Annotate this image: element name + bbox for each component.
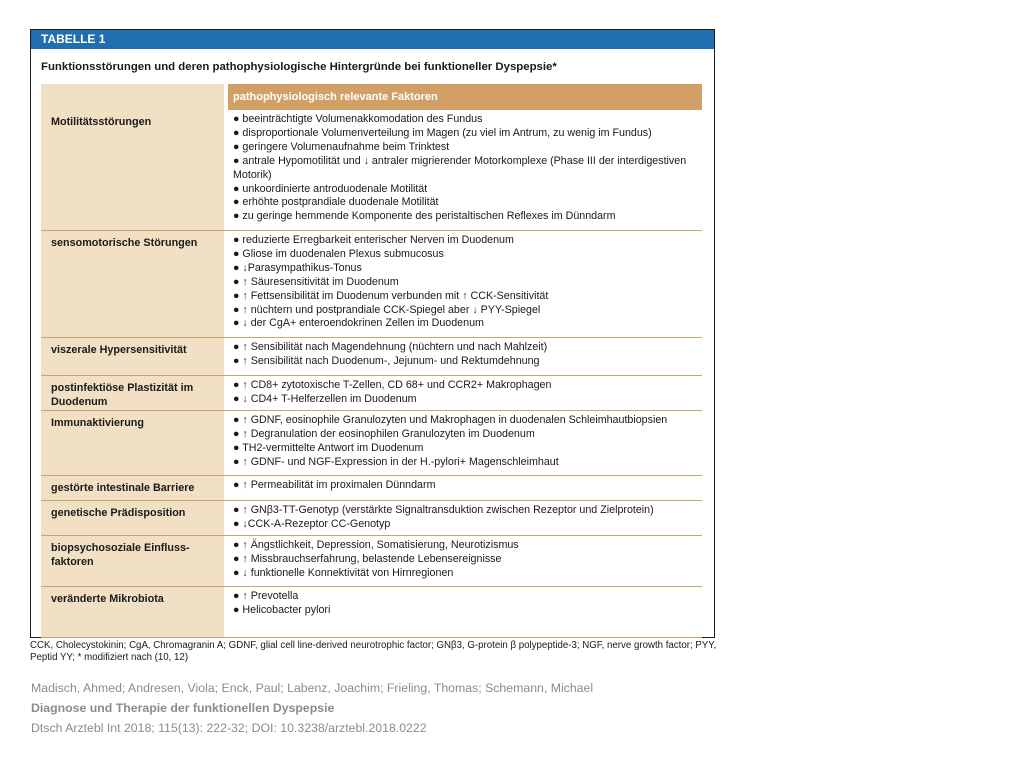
factor-item: ● ↑ GDNF- und NGF-Expression in der H.-pylori+ Magenschleimhaut: [233, 455, 559, 468]
factor-item: ● reduzierte Erregbarkeit enterischer Nerven im Duodenum: [233, 234, 514, 246]
factor-item: ● ↑ Säuresensitivität im Duodenum: [233, 275, 399, 288]
factor-item: ● ↑ GDNF, eosinophile Granulozyten und Makrophagen in duodenalen Schleimhautbiopsien: [233, 414, 668, 426]
row-category: veränderte Mikrobiota: [41, 587, 224, 637]
factor-item: ● beeinträchtigte Volumenakkomodation des Fundus: [233, 113, 483, 125]
table-frame: [30, 29, 715, 638]
factor-item: ● antrale Hypomotilität und ↓ antraler migrierender Motorkomplexe (Phase III der interdigestiven Motorik): [233, 154, 687, 181]
factor-item: ● Gliose im duodenalen Plexus submucosus: [233, 247, 444, 260]
factor-item: ● ↓ CD4+ T-Helferzellen im Duodenum: [233, 392, 417, 405]
table-body: [41, 110, 702, 638]
table-row: [41, 411, 702, 476]
factor-item: ● ↑ Prevotella: [233, 590, 299, 602]
factor-item: ● ↑ Fettsensibilität im Duodenum verbunden mit ↑ CCK-Sensitivität: [233, 289, 549, 302]
factor-item: ● ↑ Sensibilität nach Duodenum-, Jejunum- und Rektumdehnung: [233, 354, 540, 367]
citation: [31, 678, 593, 738]
citation-source: Dtsch Arztebl Int 2018; 115(13): 222-32; DOI: 10.3238/arztebl.2018.0222: [31, 721, 427, 735]
factor-item: ● ↑ Ängstlichkeit, Depression, Somatisierung, Neurotizismus: [233, 539, 519, 551]
factor-item: ● unkoordinierte antroduodenale Motilität: [233, 182, 428, 195]
citation-authors: Madisch, Ahmed; Andresen, Viola; Enck, Paul; Labenz, Joachim; Frieling, Thomas; Schemann, Michael: [31, 681, 594, 695]
table-row: [41, 231, 702, 338]
table-row: [41, 587, 702, 638]
header-factors-cell: pathophysiologisch relevante Faktoren: [228, 84, 702, 110]
factor-item: ● disproportionale Volumenverteilung im Magen (zu viel im Antrum, zu wenig im Fundus): [233, 126, 652, 139]
table-title: Funktionsstörungen und deren pathophysiologische Hintergründe bei funktioneller Dyspepsie*: [41, 61, 557, 73]
factor-item: ● ↓Parasympathikus-Tonus: [233, 261, 362, 274]
factor-item: ● ↑ Missbrauchserfahrung, belastende Lebensereignisse: [233, 552, 502, 565]
table-row: [41, 376, 702, 411]
row-factors: [228, 376, 702, 410]
row-factors: [228, 231, 702, 337]
data-table: [41, 84, 702, 638]
table-row: [41, 338, 702, 376]
row-category: Immunaktivierung: [41, 411, 224, 475]
factor-item: ● ↑ Sensibilität nach Magendehnung (nüchtern und nach Mahlzeit): [233, 341, 548, 353]
table-row: [41, 536, 702, 587]
row-category: sensomotorische Störungen: [41, 231, 224, 337]
table-row: [41, 476, 702, 501]
factor-item: ● ↑ nüchtern und postprandiale CCK-Spiegel aber ↓ PYY-Spiegel: [233, 303, 541, 316]
row-factors: [228, 110, 702, 230]
factor-item: ● ↑ GNβ3-TT-Genotyp (verstärkte Signaltransduktion zwischen Rezeptor und Zielprotein): [233, 504, 654, 516]
citation-title: Diagnose und Therapie der funktionellen Dyspepsie: [31, 701, 335, 715]
row-category: biopsychosoziale Einfluss-faktoren: [41, 536, 224, 586]
row-category: Motilitätsstörungen: [41, 110, 224, 230]
header-category-cell: [41, 84, 224, 110]
factor-item: ● ↑ Degranulation der eosinophilen Granulozyten im Duodenum: [233, 427, 535, 440]
row-factors: [228, 536, 702, 586]
table-row: [41, 110, 702, 231]
factor-item: ● geringere Volumenaufnahme beim Trinktest: [233, 140, 450, 153]
factor-item: ● ↑ CD8+ zytotoxische T-Zellen, CD 68+ und CCR2+ Makrophagen: [233, 379, 552, 391]
factor-item: ● ↓ der CgA+ enteroendokrinen Zellen im Duodenum: [233, 317, 484, 330]
row-factors: [228, 411, 702, 475]
row-category: viszerale Hypersensitivität: [41, 338, 224, 375]
row-factors: [228, 587, 702, 637]
table-label: TABELLE 1: [31, 30, 714, 49]
factor-item: ● TH2-vermittelte Antwort im Duodenum: [233, 441, 424, 454]
factor-item: ● ↓ funktionelle Konnektivität von Hirnregionen: [233, 566, 454, 579]
row-factors: [228, 501, 702, 535]
row-factors: [228, 476, 702, 500]
table-header-row: [41, 84, 702, 110]
factor-item: ● ↑ Permeabilität im proximalen Dünndarm: [233, 479, 436, 491]
factor-item: ● zu geringe hemmende Komponente des peristaltischen Reflexes im Dünndarm: [233, 210, 616, 223]
row-category: genetische Prädisposition: [41, 501, 224, 535]
factor-item: ● erhöhte postprandiale duodenale Motilität: [233, 196, 439, 209]
factor-item: ● ↓CCK-A-Rezeptor CC-Genotyp: [233, 517, 391, 530]
factor-item: ● Helicobacter pylori: [233, 603, 331, 616]
table-row: [41, 501, 702, 536]
row-category: postinfektiöse Plastizität im Duodenum: [41, 376, 224, 410]
table-footnote: CCK, Cholecystokinin; CgA, Chromagranin A; GDNF, glial cell line-derived neurotrophic factor; GNβ3, G-protein β polypeptide-3; NGF, nerve growth factor; PYY, Peptid YY; * modifiziert nach (10, 12): [30, 640, 717, 664]
row-factors: [228, 338, 702, 375]
row-category: gestörte intestinale Barriere: [41, 476, 224, 500]
